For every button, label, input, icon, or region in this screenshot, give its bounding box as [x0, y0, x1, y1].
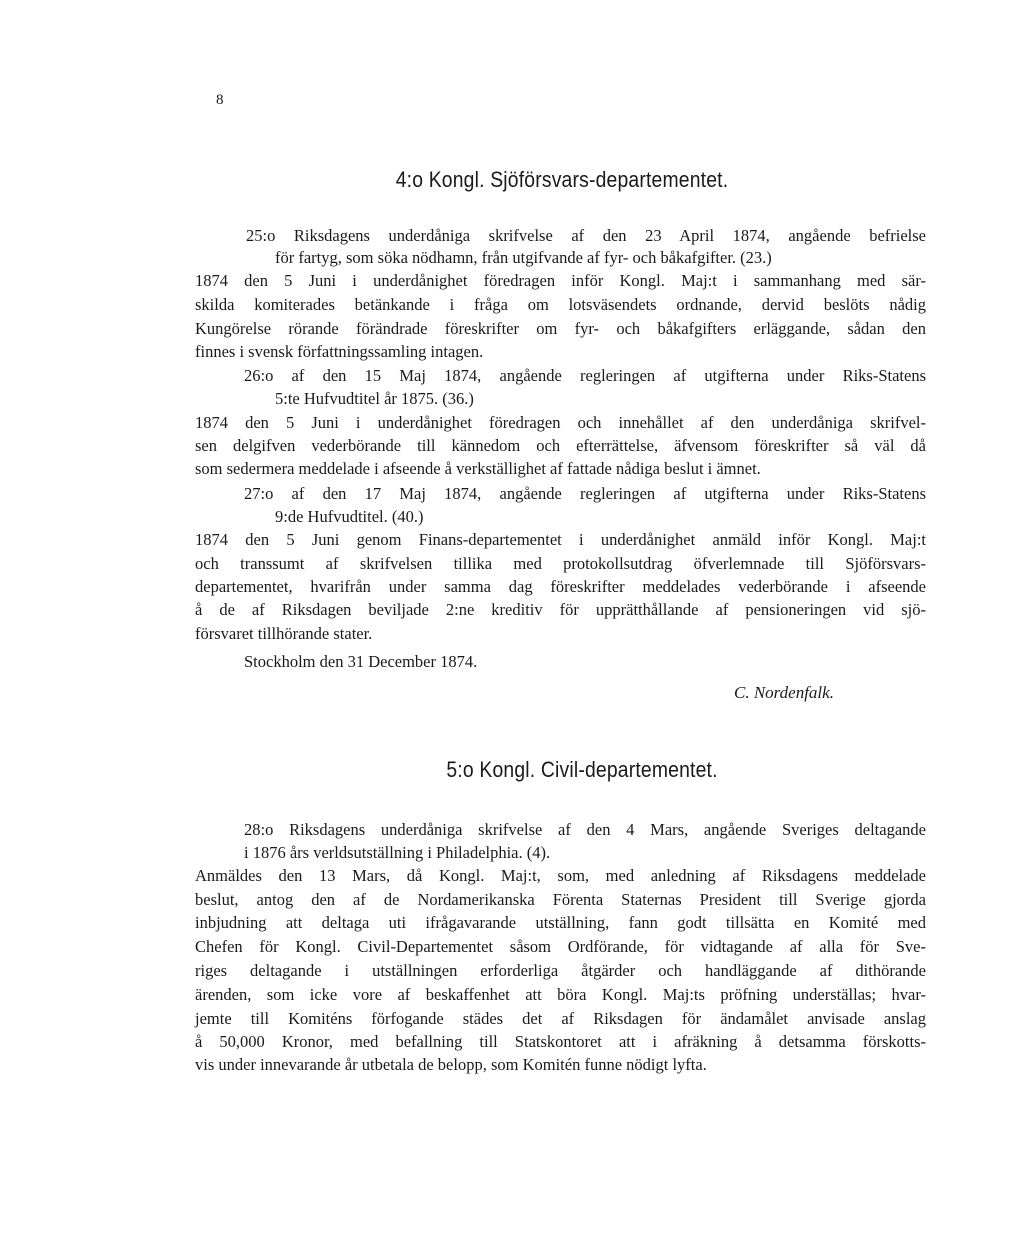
- text-line: 27:o af den 17 Maj 1874, angående regleringen af utgifterna under Riks-Statens: [244, 484, 926, 503]
- section-heading-civil: 5:o Kongl. Civil-departementet.: [446, 757, 718, 782]
- text-line: å 50,000 Kronor, med befallning till Statskontoret att i afräkning å detsamma förskotts-: [195, 1032, 926, 1051]
- text-line: å de af Riksdagen beviljade 2:ne kreditiv för upprätthållande af pensioneringen vid sjö-: [195, 600, 926, 619]
- text-line: Anmäldes den 13 Mars, då Kongl. Maj:t, som, med anledning af Riksdagens meddelade: [195, 866, 926, 885]
- text-line: finnes i svensk författningssamling intagen.: [195, 342, 484, 361]
- text-line: 9:de Hufvudtitel. (40.): [275, 507, 424, 526]
- text-line: 1874 den 5 Juni i underdånighet föredragen och innehållet af den underdåniga skrifvel-: [195, 413, 926, 432]
- text-line: 25:o Riksdagens underdåniga skrifvelse af den 23 April 1874, angående befrielse: [246, 226, 926, 245]
- text-line: inbjudning att deltaga uti ifrågavarande utställning, fann godt tillsätta en Komité med: [195, 913, 926, 932]
- text-line: 26:o af den 15 Maj 1874, angående regleringen af utgifterna under Riks-Statens: [244, 366, 926, 385]
- text-line: försvaret tillhörande stater.: [195, 624, 373, 643]
- text-line: skilda komiterades betänkande i fråga om lotsväsendets ordnande, dervid beslöts nådig: [195, 295, 926, 314]
- text-line: jemte till Komiténs förfogande städes det af Riksdagen för ändamålet anvisade anslag: [195, 1009, 926, 1028]
- text-line: i 1876 års verldsutställning i Philadelphia. (4).: [244, 843, 551, 862]
- text-line: riges deltagande i utställningen erforderliga åtgärder och handläggande af dithörande: [195, 961, 926, 980]
- text-line: vis under innevarande år utbetala de belopp, som Komitén funne nödigt lyfta.: [195, 1055, 707, 1074]
- page-number: 8: [216, 92, 224, 108]
- text-line: och transsumt af skrifvelsen tillika med protokollsutdrag öfverlemnade till Sjöförsvars-: [195, 554, 926, 573]
- text-line: för fartyg, som söka nödhamn, från utgifvande af fyr- och båkafgifter. (23.): [275, 248, 772, 267]
- text-line: departementet, hvarifrån under samma dag föreskrifter meddelades vederbörande i afseende: [195, 577, 926, 596]
- dateline: Stockholm den 31 December 1874.: [244, 652, 478, 671]
- text-line: sen delgifven vederbörande till kännedom och efterrättelse, äfvensom föreskrifter så väl då: [195, 436, 926, 455]
- text-line: Chefen för Kongl. Civil-Departementet såsom Ordförande, för vidtagande af alla för Sve-: [195, 937, 926, 956]
- text-line: 1874 den 5 Juni genom Finans-departementet i underdånighet anmäld inför Kongl. Maj:t: [195, 530, 926, 549]
- text-line: 1874 den 5 Juni i underdånighet föredragen inför Kongl. Maj:t i sammanhang med sär-: [195, 271, 926, 290]
- section-heading-sjoforsvar: 4:o Kongl. Sjöförsvars-departementet.: [395, 167, 729, 192]
- text-line: Kungörelse rörande förändrade föreskrifter om fyr- och båkafgifters erläggande, sådan den: [195, 319, 926, 338]
- signature: C. Nordenfalk.: [734, 683, 834, 702]
- text-line: beslut, antog den af de Nordamerikanska Förenta Staternas President till Sverige gjorda: [195, 890, 926, 909]
- text-line: 5:te Hufvudtitel år 1875. (36.): [275, 389, 474, 408]
- text-line: ärenden, som icke vore af beskaffenhet att böra Kongl. Maj:ts pröfning underställas; hvar-: [195, 985, 926, 1004]
- text-line: 28:o Riksdagens underdåniga skrifvelse af den 4 Mars, angående Sveriges deltagande: [244, 820, 926, 839]
- text-line: som sedermera meddelade i afseende å verkställighet af fattade nådiga beslut i ämnet.: [195, 459, 761, 478]
